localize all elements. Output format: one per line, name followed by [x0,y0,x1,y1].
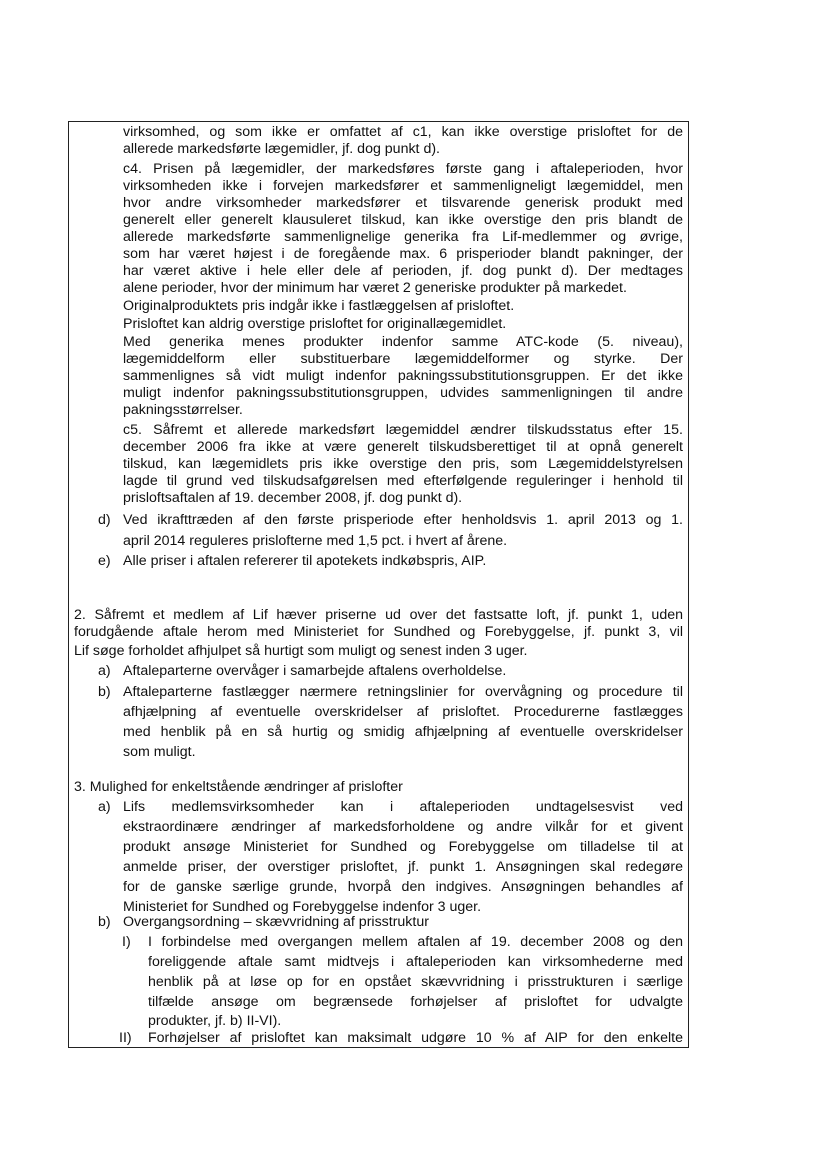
list-marker: b) [98,914,111,930]
text-line: I forbindelse med overgangen mellem aftalen af 19. december 2008 og den [148,934,683,950]
text-line: sammenlignes så vidt muligt indenfor pakningssubstitutionsgruppen. Er det ikke [123,368,683,384]
list-marker: b) [98,684,111,700]
text-line: som muligt. [123,744,196,760]
text-line: april 2014 reguleres prislofterne med 1,5 pct. i hvert af årene. [123,533,508,549]
text-line: virksomhed, og som ikke er omfattet af c1, kan ikke overstige prisloftet for de [123,124,683,140]
list-marker: II) [119,1030,132,1046]
text-line: allerede markedsførte sammenlignelige generika fra Lif-medlemmer og øvrige, [123,229,683,245]
text-line: muligt indenfor pakningssubstitutionsgruppen, udvides sammenligningen til andre [123,385,683,401]
list-marker: a) [98,799,111,815]
text-line: produkt ansøge Ministeriet for Sundhed og Forebyggelse om tilladelse til at [123,839,683,855]
text-line: pakningsstørrelser. [123,402,243,418]
text-line: ekstraordinære ændringer af markedsforholdene og andre vilkår for et givent [123,819,683,835]
list-marker: I) [122,934,131,950]
text-line: Ved ikrafttræden af den første prisperiode efter henholdsvis 1. april 2013 og 1. [123,512,683,528]
text-line: c5. Såfremt et allerede markedsført lægemiddel ændrer tilskudsstatus efter 15. [123,422,683,438]
text-line: tilfælde ansøge om begrænsede forhøjelser af prisloftet for udvalgte [148,994,683,1010]
text-line: 2. Såfremt et medlem af Lif hæver priserne ud over det fastsatte loft, jf. punkt 1, uden [74,607,683,623]
text-line: anmelde priser, der overstiger prisloftet, jf. punkt 1. Ansøgningen skal redegøre [123,859,683,875]
text-line: Lif søge forholdet afhjulpet så hurtigt som muligt og senest inden 3 uger. [74,643,528,659]
text-line: alene perioder, hvor der minimum har været 2 generiske produkter på markedet. [123,280,627,296]
text-line: prisloftsaftalen af 19. december 2008, jf. dog punkt d). [123,490,463,506]
text-line: Originalproduktets pris indgår ikke i fastlæggelsen af prisloftet. [123,298,515,314]
text-line: c4. Prisen på lægemidler, der markedsføres første gang i aftaleperioden, hvor [123,161,683,177]
text-line: december 2006 fra ikke at være generelt tilskudsberettiget til at opnå generelt [123,439,683,455]
text-line: hvor andre virksomheder markedsfører et tilsvarende generisk produkt med [123,195,683,211]
text-line: Lifs medlemsvirksomheder kan i aftaleperioden undtagelsesvist ved [123,799,683,815]
text-line: produkter, jf. b) II-VI). [148,1013,282,1029]
text-line: generelt eller generelt klausuleret tilskud, kan ikke overstige den pris blandt de [123,212,683,228]
text-line: virksomheden ikke i forvejen markedsfører et sammenligneligt lægemiddel, men [123,178,683,194]
text-line: foreliggende aftale samt midtvejs i aftaleperioden kan virksomhederne med [148,954,683,970]
text-line: Aftaleparterne overvåger i samarbejde aftalens overholdelse. [123,663,507,679]
text-line: lagde til grund ved tilskudsafgørelsen med efterfølgende reguleringer i henhold til [123,473,683,489]
text-line: Forhøjelser af prisloftet kan maksimalt udgøre 10 % af AIP for den enkelte [148,1030,683,1046]
section-heading: 3. Mulighed for enkeltstående ændringer af prislofter [74,779,403,795]
text-line: tilskud, kan lægemidlets pris ikke overstige den pris, som Lægemiddelstyrelsen [123,456,683,472]
text-line: Alle priser i aftalen refererer til apotekets indkøbspris, AIP. [123,553,487,569]
text-line: Med generika menes produkter indenfor samme ATC-kode (5. niveau), [123,334,683,350]
text-line: lægemiddelform eller substituerbare lægemiddelformer og styrke. Der [123,351,683,367]
text-line: forudgående aftale herom med Ministeriet for Sundhed og Forebyggelse, jf. punkt 3, vil [74,624,683,640]
text-line: med henblik på en så hurtig og smidig afhjælpning af eventuelle overskridelser [123,724,683,740]
text-line: Overgangsordning – skævvridning af prisstruktur [123,914,429,930]
text-line: Aftaleparterne fastlægger nærmere retningslinier for overvågning og procedure til [123,684,683,700]
text-line: Prisloftet kan aldrig overstige prisloftet for originallægemidlet. [123,316,507,332]
text-line: henblik på at løse op for en opstået skævvridning i prisstrukturen i særlige [148,974,683,990]
list-marker: d) [98,512,111,528]
text-line: afhjælpning af eventuelle overskridelser af prisloftet. Procedurerne fastlægges [123,704,683,720]
list-marker: a) [98,663,111,679]
text-line: har været aktive i hele eller dele af perioden, jf. dog punkt d). Der medtages [123,263,683,279]
text-line: som har været højest i de foregående max. 6 prisperioder blandt pakninger, der [123,246,683,262]
text-line: for de ganske særlige grunde, hvorpå den indgives. Ansøgningen behandles af [123,879,683,895]
text-line: allerede markedsførte lægemidler, jf. dog punkt d). [123,141,441,157]
text-line: Ministeriet for Sundhed og Forebyggelse indenfor 3 uger. [123,899,482,915]
list-marker: e) [98,553,111,569]
